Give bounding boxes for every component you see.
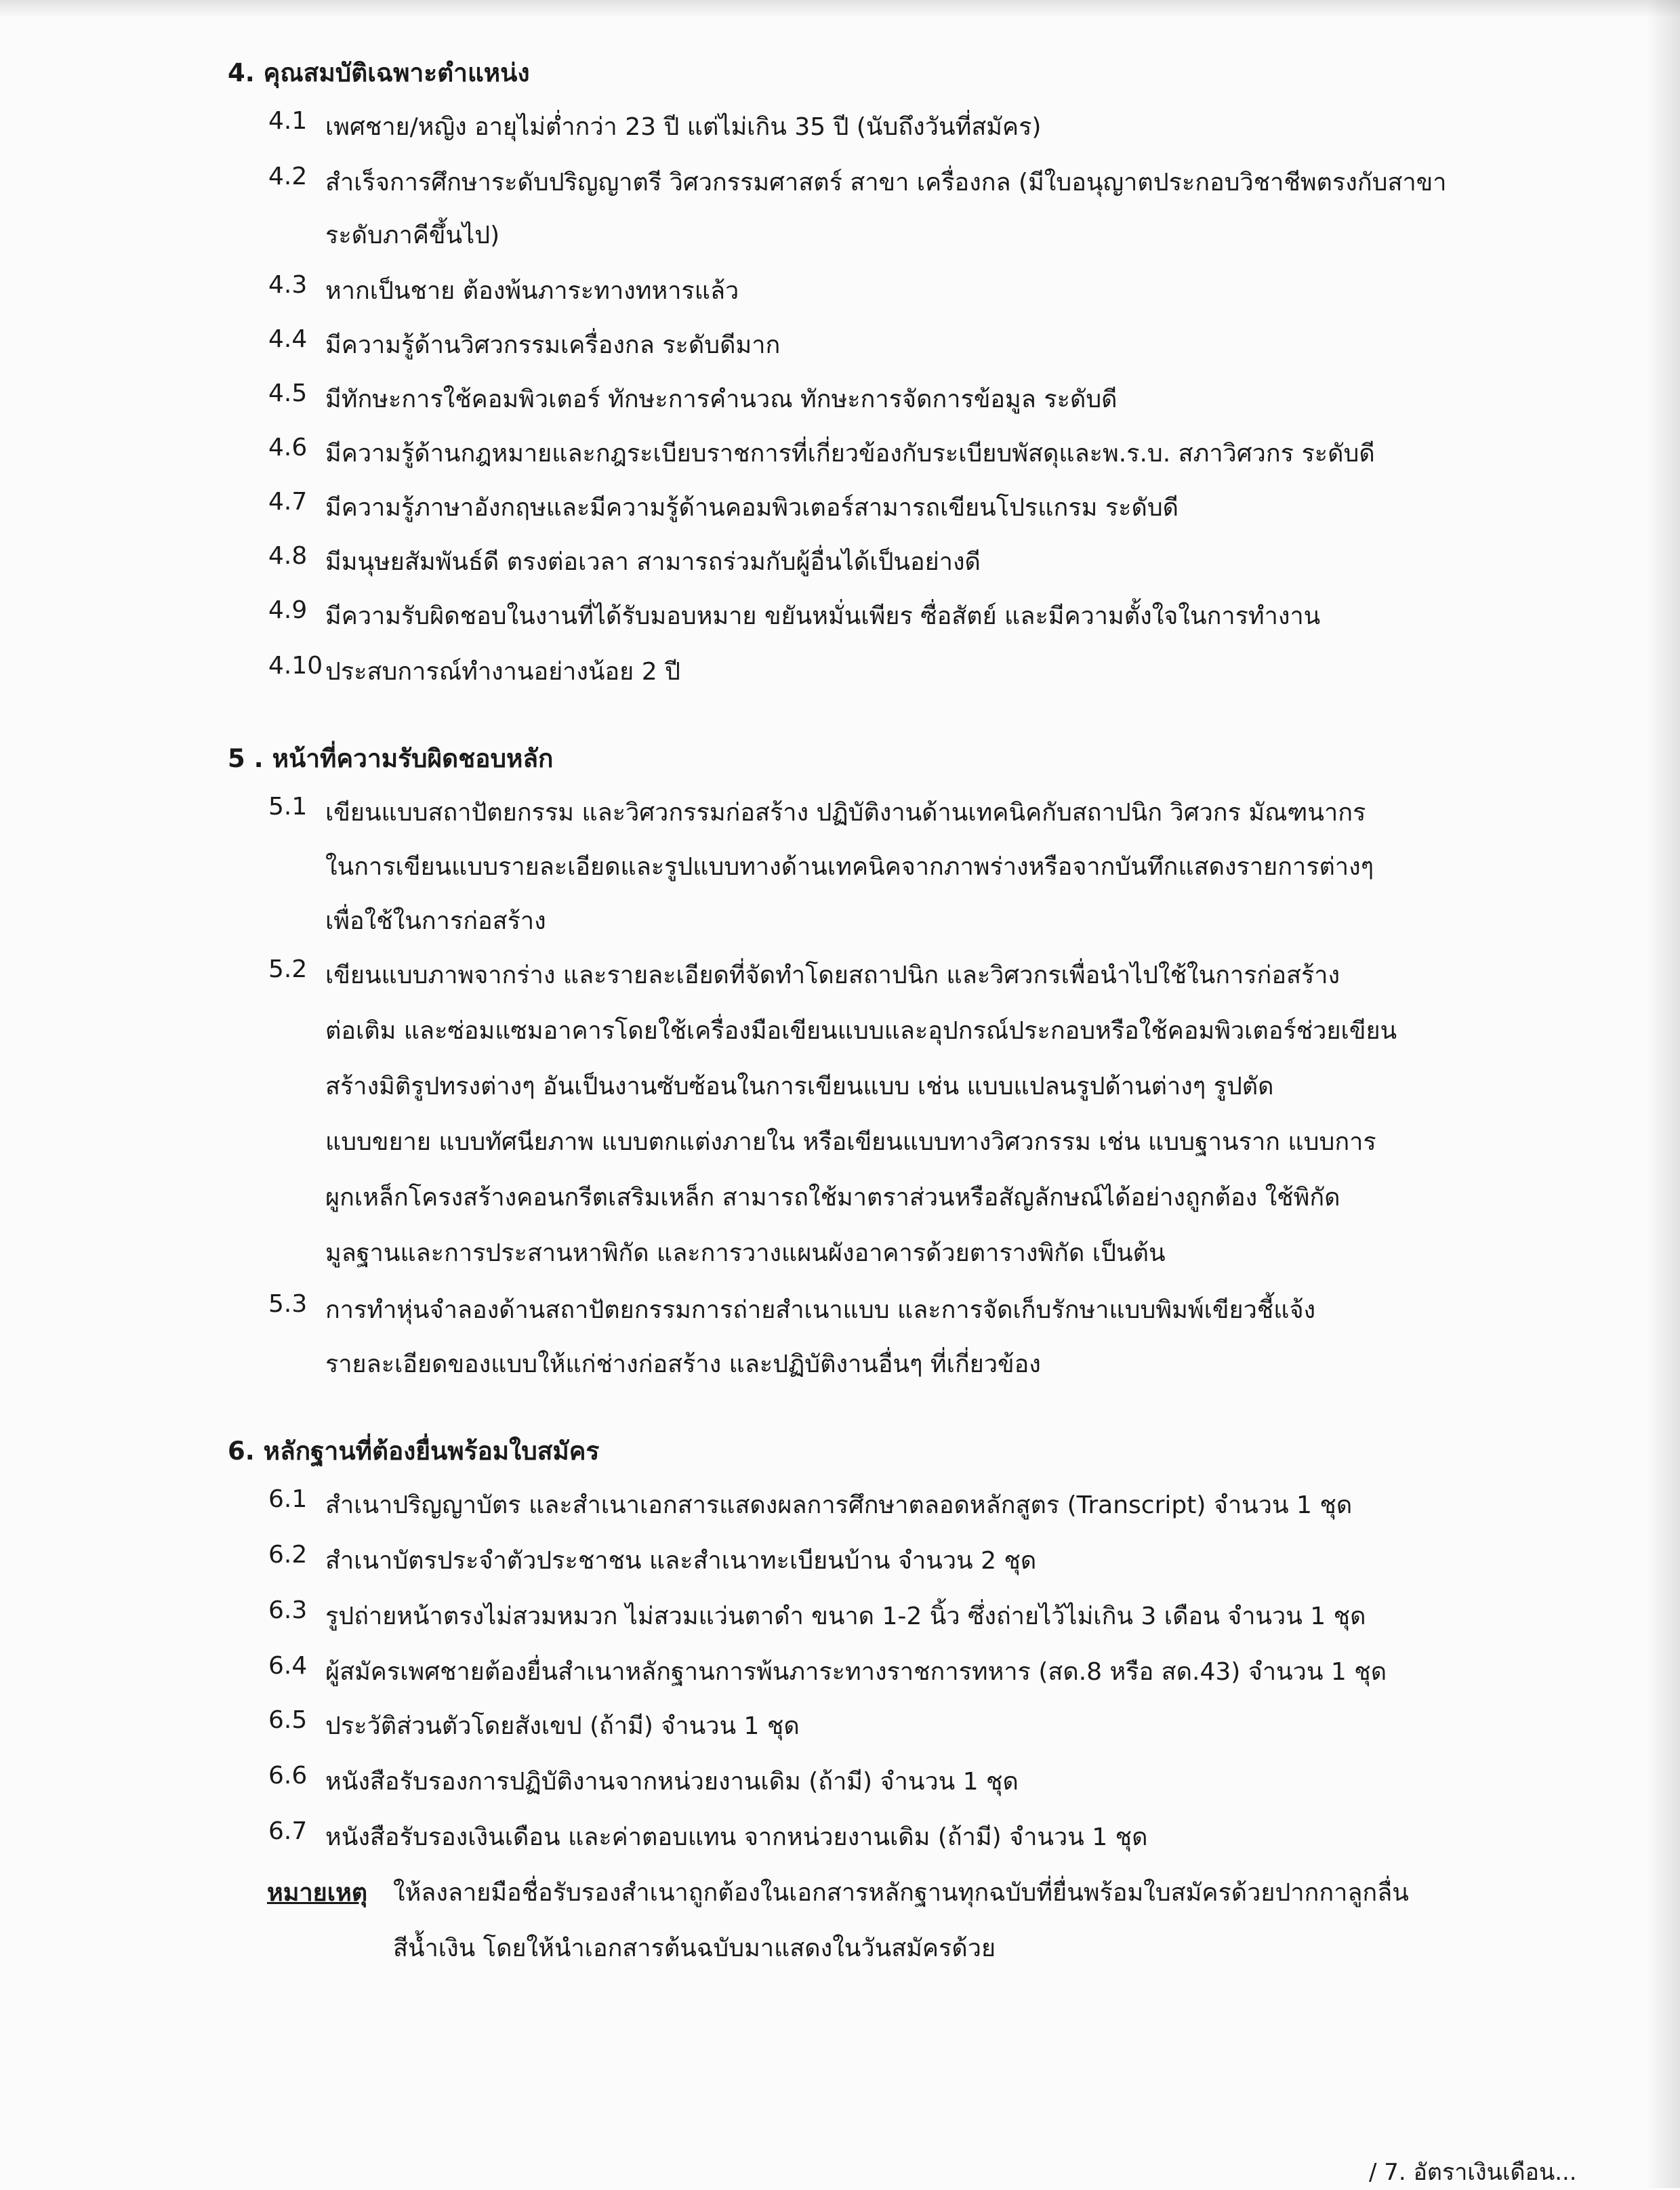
item-number: 4.8 <box>268 542 308 570</box>
item-number: 4.5 <box>268 379 308 407</box>
note-label: หมายเหตุ <box>267 1879 368 1907</box>
item-number: 6.6 <box>268 1762 308 1790</box>
item-text-line: สำเร็จการศึกษาระดับปริญญาตรี วิศวกรรมศาสตร์ สาขา เครื่องกล (มีใบอนุญาตประกอบวิชาชีพตรงกับสาขา <box>325 169 1447 197</box>
item-text-line: มีความรู้ด้านวิศวกรรมเครื่องกล ระดับดีมาก <box>325 331 781 359</box>
item-text-line: ผู้สมัครเพศชายต้องยื่นสำเนาหลักฐานการพ้นภาระทางราชการทหาร (สด.8 หรือ สด.43) จำนวน 1 ชุด <box>325 1658 1387 1686</box>
item-text-line: มีทักษะการใช้คอมพิวเตอร์ ทักษะการคำนวณ ทักษะการจัดการข้อมูล ระดับดี <box>325 386 1118 413</box>
item-text-line: ต่อเติม และซ่อมแซมอาคารโดยใช้เครื่องมือเขียนแบบและอุปกรณ์ประกอบหรือใช้คอมพิวเตอร์ช่วยเขียน <box>325 1017 1397 1045</box>
section-6-heading: 6. หลักฐานที่ต้องยื่นพร้อมใบสมัคร <box>228 1437 600 1466</box>
note-text-line: สีน้ำเงิน โดยให้นำเอกสารต้นฉบับมาแสดงในวันสมัครด้วย <box>393 1935 996 1962</box>
item-number: 5.1 <box>268 793 308 821</box>
item-number: 4.6 <box>268 434 308 461</box>
item-text-line: ระดับภาคีขึ้นไป) <box>325 222 500 249</box>
item-text-line: ประวัติส่วนตัวโดยสังเขป (ถ้ามี) จำนวน 1 ชุด <box>325 1712 800 1740</box>
item-text-line: มีมนุษยสัมพันธ์ดี ตรงต่อเวลา สามารถร่วมกับผู้อื่นได้เป็นอย่างดี <box>325 548 981 576</box>
item-number: 6.3 <box>268 1596 308 1624</box>
item-text-line: การทำหุ่นจำลองด้านสถาปัตยกรรมการถ่ายสำเนาแบบ และการจัดเก็บรักษาแบบพิมพ์เขียวชี้แจ้ง <box>325 1296 1316 1324</box>
item-number: 6.5 <box>268 1706 308 1734</box>
item-text-line: เขียนแบบภาพจากร่าง และรายละเอียดที่จัดทำโดยสถาปนิก และวิศวกรเพื่อนำไปใช้ในการก่อสร้าง <box>325 962 1340 989</box>
item-number: 5.2 <box>268 955 308 983</box>
item-text-line: สำเนาปริญญาบัตร และสำเนาเอกสารแสดงผลการศึกษาตลอดหลักสูตร (Transcript) จำนวน 1 ชุด <box>325 1491 1353 1519</box>
item-number: 4.3 <box>268 271 308 299</box>
item-text-line: รูปถ่ายหน้าตรงไม่สวมหมวก ไม่สวมแว่นตาดำ ขนาด 1-2 นิ้ว ซึ่งถ่ายไว้ไม่เกิน 3 เดือน จำนวน 1 ชุด <box>325 1603 1366 1630</box>
item-number: 4.1 <box>268 107 308 135</box>
item-number: 6.4 <box>268 1652 308 1680</box>
item-text-line: รายละเอียดของแบบให้แก่ช่างก่อสร้าง และปฏิบัติงานอื่นๆ ที่เกี่ยวข้อง <box>325 1350 1041 1378</box>
item-text-line: มีความรู้ด้านกฎหมายและกฎระเบียบราชการที่เกี่ยวข้องกับระเบียบพัสดุและพ.ร.บ. สภาวิศวกร ระดับดี <box>325 440 1375 468</box>
scan-shadow-top <box>0 0 1680 18</box>
item-text-line: แบบขยาย แบบทัศนียภาพ แบบตกแต่งภายใน หรือเขียนแบบทางวิศวกรรม เช่น แบบฐานราก แบบการ <box>325 1128 1376 1156</box>
item-text-line: ผูกเหล็กโครงสร้างคอนกรีตเสริมเหล็ก สามารถใช้มาตราส่วนหรือสัญลักษณ์ได้อย่างถูกต้อง ใช้พิกัด <box>325 1184 1340 1212</box>
item-text-line: สำเนาบัตรประจำตัวประชาชน และสำเนาทะเบียนบ้าน จำนวน 2 ชุด <box>325 1547 1037 1575</box>
note-text-line: ให้ลงลายมือชื่อรับรองสำเนาถูกต้องในเอกสารหลักฐานทุกฉบับที่ยื่นพร้อมใบสมัครด้วยปากกาลูกลื่น <box>393 1879 1409 1907</box>
item-number: 4.4 <box>268 325 308 353</box>
item-number: 4.7 <box>268 488 308 516</box>
item-text-line: หากเป็นชาย ต้องพ้นภาระทางทหารแล้ว <box>325 277 739 305</box>
item-number: 6.1 <box>268 1485 308 1513</box>
item-text-line: มีความรับผิดชอบในงานที่ได้รับมอบหมาย ขยันหมั่นเพียร ซื่อสัตย์ และมีความตั้งใจในการทำงาน <box>325 602 1321 630</box>
item-text-line: ในการเขียนแบบรายละเอียดและรูปแบบทางด้านเทคนิคจากภาพร่างหรือจากบันทึกแสดงรายการต่างๆ <box>325 853 1374 881</box>
section-4-heading: 4. คุณสมบัติเฉพาะตำแหน่ง <box>228 58 530 87</box>
item-text-line: หนังสือรับรองเงินเดือน และค่าตอบแทน จากหน่วยงานเดิม (ถ้ามี) จำนวน 1 ชุด <box>325 1823 1148 1851</box>
item-number: 4.2 <box>268 163 308 190</box>
item-text-line: เขียนแบบสถาปัตยกรรม และวิศวกรรมก่อสร้าง ปฏิบัติงานด้านเทคนิคกับสถาปนิก วิศวกร มัณฑนากร <box>325 799 1366 827</box>
item-text-line: มีความรู้ภาษาอังกฤษและมีความรู้ด้านคอมพิวเตอร์สามารถเขียนโปรแกรม ระดับดี <box>325 494 1179 522</box>
item-number: 6.2 <box>268 1541 308 1569</box>
item-text-line: หนังสือรับรองการปฏิบัติงานจากหน่วยงานเดิม (ถ้ามี) จำนวน 1 ชุด <box>325 1768 1019 1796</box>
continuation-footer: / 7. อัตราเงินเดือน... <box>1369 2159 1577 2186</box>
item-text-line: มูลฐานและการประสานหาพิกัด และการวางแผนผังอาคารด้วยตารางพิกัด เป็นต้น <box>325 1239 1166 1267</box>
item-number: 5.3 <box>268 1290 308 1318</box>
item-text-line: ประสบการณ์ทำงานอย่างน้อย 2 ปี <box>325 658 680 686</box>
section-5-heading: 5 . หน้าที่ความรับผิดชอบหลัก <box>228 744 554 773</box>
scan-shadow-right <box>1646 0 1680 2188</box>
item-text-line: เพื่อใช้ในการก่อสร้าง <box>325 907 546 935</box>
item-number: 6.7 <box>268 1817 308 1845</box>
item-number: 4.9 <box>268 596 308 624</box>
item-text-line: สร้างมิติรูปทรงต่างๆ อันเป็นงานซับซ้อนในการเขียนแบบ เช่น แบบแปลนรูปด้านต่างๆ รูปตัด <box>325 1073 1274 1100</box>
item-number: 4.10 <box>268 652 323 680</box>
item-text-line: เพศชาย/หญิง อายุไม่ต่ำกว่า 23 ปี แต่ไม่เกิน 35 ปี (นับถึงวันที่สมัคร) <box>325 113 1042 141</box>
